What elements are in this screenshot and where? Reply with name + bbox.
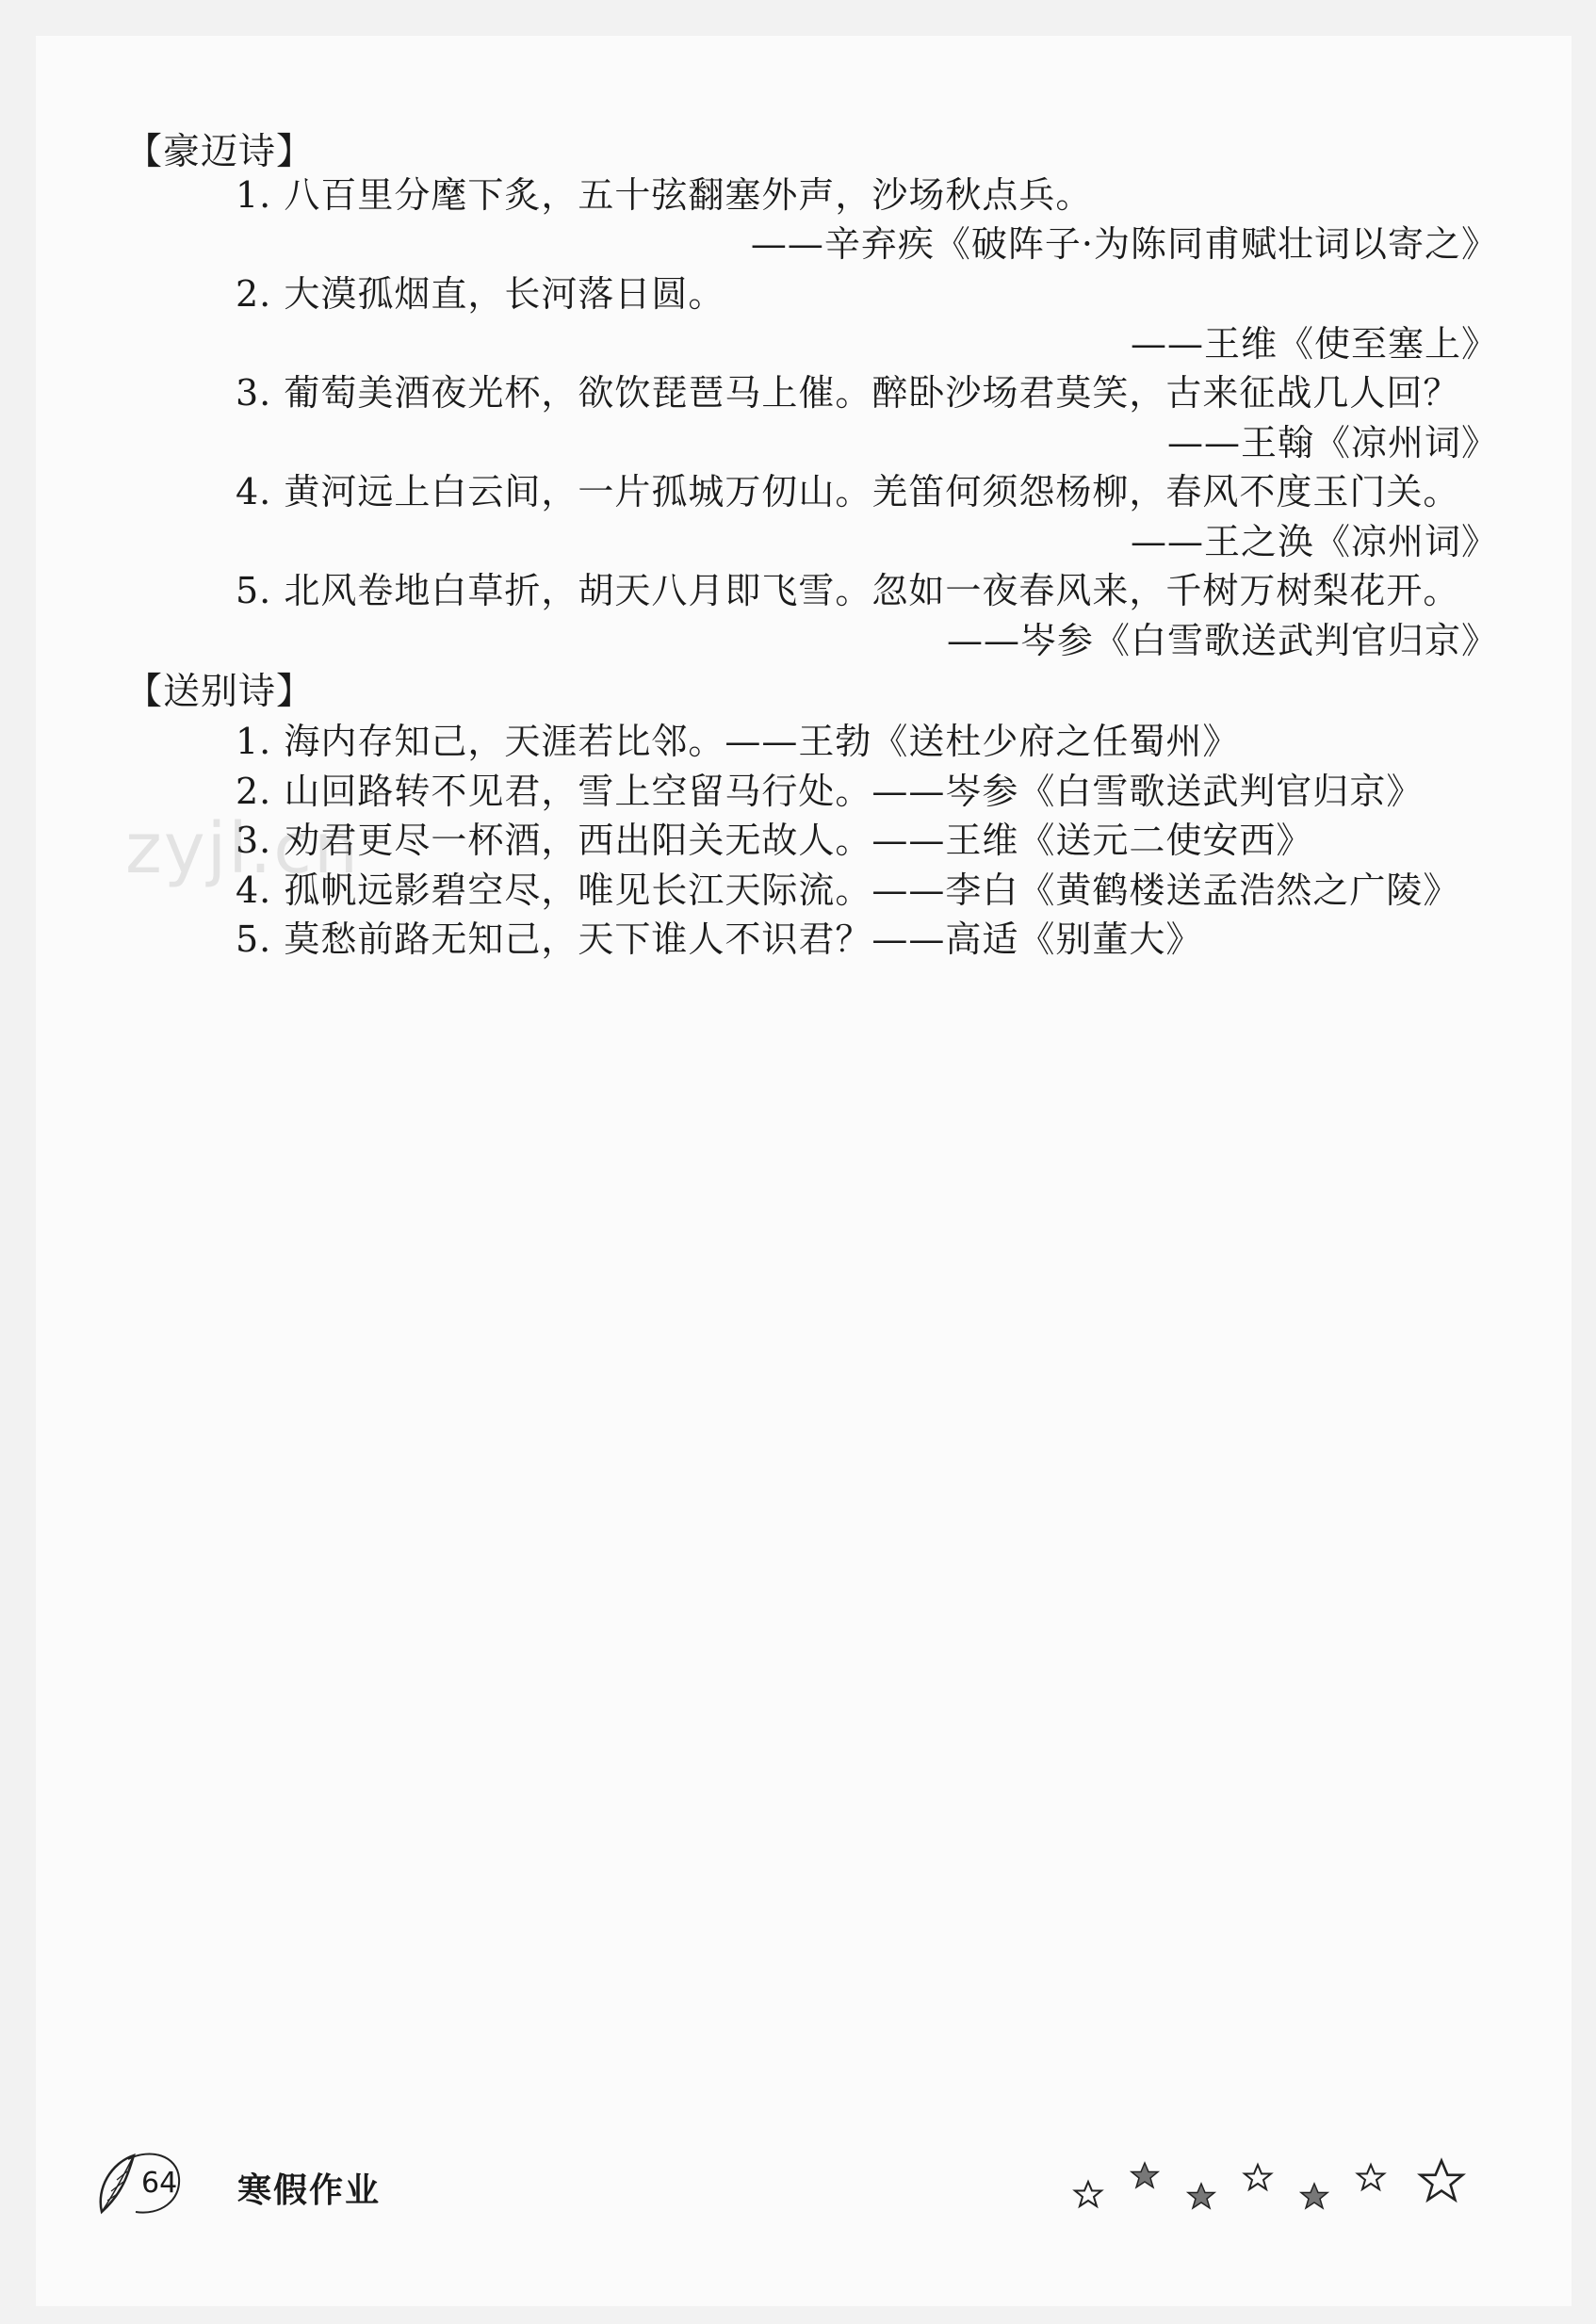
poem-line: 4. 黄河远上白云间，一片孤城万仞山。羌笛何须怨杨柳，春风不度玉门关。 — [236, 471, 1460, 512]
poem-attribution: ——王维《使至塞上》 — [1130, 323, 1498, 365]
poem-attribution: ——辛弃疾《破阵子·为陈同甫赋壮词以寄之》 — [750, 223, 1498, 265]
poem-line: 4. 孤帆远影碧空尽，唯见长江天际流。——李白《黄鹤楼送孟浩然之广陵》 — [236, 869, 1460, 911]
star-outline-icon — [1421, 2161, 1463, 2201]
poem-line: 5. 北风卷地白草折，胡天八月即飞雪。忽如一夜春风来，千树万树梨花开。 — [236, 570, 1460, 611]
poem-line: 1. 海内存知己，天涯若比邻。——王勃《送杜少府之任蜀州》 — [236, 721, 1240, 762]
star-decoration — [1065, 2148, 1517, 2223]
document-page — [36, 36, 1572, 2306]
star-outline-icon — [1358, 2165, 1384, 2189]
star-filled-icon — [1301, 2184, 1327, 2208]
star-filled-icon — [1188, 2184, 1214, 2208]
poem-attribution: ——岑参《白雪歌送武判官归京》 — [946, 620, 1498, 661]
section-title-farewell: 【送别诗】 — [125, 671, 315, 713]
poem-line: 1. 八百里分麾下炙，五十弦翻塞外声，沙场秋点兵。 — [236, 174, 1093, 216]
poem-attribution: ——王翰《凉州词》 — [1166, 422, 1498, 463]
poem-line: 3. 葡萄美酒夜光杯，欲饮琵琶马上催。醉卧沙场君莫笑，古来征战几人回？ — [236, 372, 1460, 414]
poem-line: 2. 山回路转不见君，雪上空留马行处。——岑参《白雪歌送武判官归京》 — [236, 771, 1424, 812]
star-outline-icon — [1245, 2165, 1271, 2189]
poem-line: 3. 劝君更尽一杯酒，西出阳关无故人。——王维《送元二使安西》 — [236, 820, 1313, 861]
page-number: 64 — [141, 2167, 178, 2200]
poem-line: 2. 大漠孤烟直，长河落日圆。 — [236, 273, 725, 315]
star-outline-icon — [1075, 2182, 1101, 2206]
watermark: zyjl.cn — [125, 808, 360, 889]
star-filled-icon — [1132, 2163, 1158, 2187]
section-title-heroic: 【豪迈诗】 — [125, 131, 315, 173]
book-title: 寒假作业 — [237, 2171, 382, 2210]
poem-attribution: ——王之涣《凉州词》 — [1130, 521, 1498, 562]
poem-line: 5. 莫愁前路无知己，天下谁人不识君？——高适《别董大》 — [236, 918, 1203, 960]
